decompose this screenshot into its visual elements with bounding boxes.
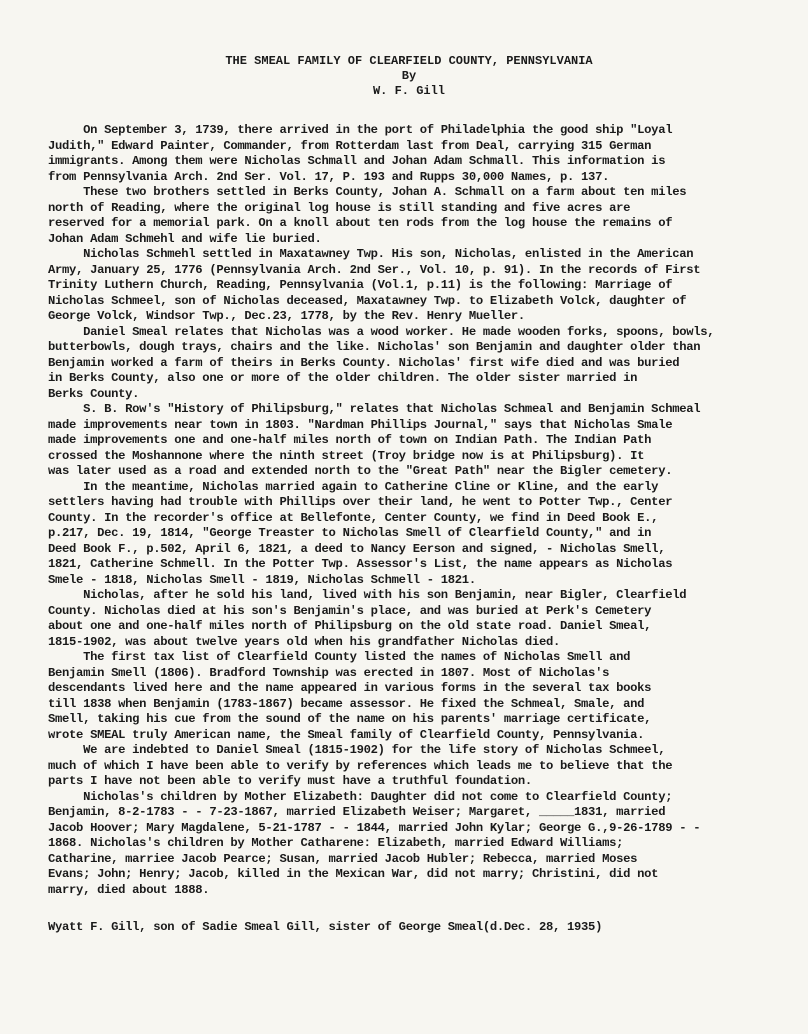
text-line: We are indebted to Daniel Smeal (1815-1902) for the life story of Nicholas Schmeel,: [48, 743, 666, 757]
text-line: S. B. Row's "History of Philipsburg," relates that Nicholas Schmeal and Benjamin Schmeal: [48, 402, 701, 416]
title-block: [18, 54, 800, 99]
text-line: p.217, Dec. 19, 1814, "George Treaster to Nicholas Smell of Clearfield County," and in: [48, 526, 652, 540]
text-line: descendants lived here and the name appeared in various forms in the several tax books: [48, 681, 652, 695]
text-line: Nicholas Schmehl settled in Maxatawney Twp. His son, Nicholas, enlisted in the American: [48, 247, 694, 261]
text-line: north of Reading, where the original log house is still standing and five acres are: [48, 200, 631, 215]
text-line: Benjamin worked a farm of theirs in Berks County. Nicholas' first wife died and was buried: [48, 355, 680, 370]
text-line: Benjamin, 8-2-1783 - - 7-23-1867, married Elizabeth Weiser; Margaret, _____1831, married: [48, 805, 666, 819]
document-footer: Wyatt F. Gill, son of Sadie Smeal Gill, sister of George Smeal(d.Dec. 28, 1935): [48, 920, 603, 934]
text-line: marry, died about 1888.: [48, 882, 210, 897]
text-line: in Berks County, also one or more of the older children. The older sister married in: [48, 371, 638, 385]
text-line: about one and one-half miles north of Philipsburg on the old state road. Daniel Smeal,: [48, 619, 652, 633]
text-line: George Volck, Windsor Twp., Dec.23, 1778, by the Rev. Henry Mueller.: [48, 309, 525, 323]
text-line: till 1838 when Benjamin (1783-1867) became assessor. He fixed the Schmeal, Smale, and: [48, 696, 645, 711]
text-line: Johan Adam Schmehl and wife lie buried.: [48, 231, 322, 246]
text-line: Judith," Edward Painter, Commander, from Rotterdam last from Deal, carrying 315 German: [48, 138, 652, 153]
text-line: parts I have not been able to verify must have a truthful foundation.: [48, 774, 532, 788]
text-line: 1821, Catherine Schmell. In the Potter Twp. Assessor's List, the name appears as Nicholas: [48, 557, 673, 571]
text-line: immigrants. Among them were Nicholas Schmall and Johan Adam Schmall. This information is: [48, 154, 666, 168]
text-line: made improvements near town in 1803. "Nardman Phillips Journal," says that Nicholas Smale: [48, 417, 673, 432]
text-line: Jacob Hoover; Mary Magdalene, 5-21-1787 - - 1844, married John Kylar; George G.,9-26-1789 - -: [48, 820, 701, 835]
author-by: By: [401, 69, 417, 83]
text-line: Evans; John; Henry; Jacob, killed in the Mexican War, did not marry; Christini, did not: [48, 867, 659, 881]
text-line: Berks County.: [48, 386, 140, 401]
text-line: butterbowls, dough trays, chairs and the like. Nicholas' son Benjamin and daughter older than: [48, 340, 701, 354]
text-line: Nicholas, after he sold his land, lived with his son Benjamin, near Bigler, Clearfield: [48, 588, 687, 602]
text-line: Benjamin Smell (1806). Bradford Township was erected in 1807. Most of Nicholas's: [48, 665, 610, 680]
text-line: Army, January 25, 1776 (Pennsylvania Arch. 2nd Ser., Vol. 10, p. 91). In the records of First: [48, 262, 701, 277]
text-line: Nicholas's children by Mother Elizabeth: Daughter did not come to Clearfield County;: [48, 789, 673, 804]
text-line: In the meantime, Nicholas married again to Catherine Cline or Kline, and the early: [48, 479, 659, 494]
text-line: Deed Book F., p.502, April 6, 1821, a deed to Nancy Eerson and signed, - Nicholas Smell,: [48, 541, 666, 556]
text-line: Catharine, marriee Jacob Pearce; Susan, married Jacob Hubler; Rebecca, married Moses: [48, 851, 638, 866]
text-line: County. In the recorder's office at Bellefonte, Center County, we find in Deed Book E.,: [48, 510, 659, 525]
text-line: made improvements one and one-half miles north of town on Indian Path. The Indian Path: [48, 433, 652, 447]
text-line: from Pennsylvania Arch. 2nd Ser. Vol. 17, P. 193 and Rupps 30,000 Names, p. 137.: [48, 169, 610, 184]
text-line: 1815-1902, was about twelve years old when his grandfather Nicholas died.: [48, 634, 561, 649]
text-line: Trinity Luthern Church, Reading, Pennsylvania (Vol.1, p.11) is the following: Marriage of: [48, 278, 673, 292]
text-line: 1868. Nicholas's children by Mother Catharene: Elizabeth, married Edward Williams;: [48, 836, 624, 850]
text-line: wrote SMEAL truly American name, the Smeal family of Clearfield County, Pennsylvania.: [48, 727, 645, 742]
text-line: was later used as a road and extended north to the "Great Path" near the Bigler cemetery.: [48, 464, 673, 478]
text-line: Daniel Smeal relates that Nicholas was a wood worker. He made wooden forks, spoons, bowls,: [48, 324, 715, 339]
document-title: THE SMEAL FAMILY OF CLEARFIELD COUNTY, PENNSYLVANIA: [225, 54, 593, 68]
text-line: On September 3, 1739, there arrived in the port of Philadelphia the good ship "Loyal: [48, 123, 673, 137]
text-line: Smele - 1818, Nicholas Smell - 1819, Nicholas Schmell - 1821.: [48, 572, 476, 587]
text-line: reserved for a memorial park. On a knoll about ten rods from the log house the remains of: [48, 216, 673, 230]
text-line: These two brothers settled in Berks County, Johan A. Schmall on a farm about ten miles: [48, 185, 687, 199]
text-line: crossed the Moshannone where the ninth street (Troy bridge now is at Philipsburg). It: [48, 448, 645, 463]
author-name: W. F. Gill: [372, 84, 445, 98]
text-line: Smell, taking his cue from the sound of the name on his parents' marriage certificate,: [48, 712, 652, 726]
text-line: settlers having had trouble with Phillips over their land, he went to Potter Twp., Center: [48, 495, 673, 509]
document-body: [48, 123, 800, 898]
text-line: The first tax list of Clearfield County listed the names of Nicholas Smell and: [48, 650, 631, 664]
text-line: Nicholas Schmeel, son of Nicholas deceased, Maxatawney Twp. to Elizabeth Volck, daughter of: [48, 293, 687, 308]
text-line: much of which I have been able to verify by references which leads me to believe that the: [48, 758, 673, 773]
text-line: County. Nicholas died at his son's Benjamin's place, and was buried at Perk's Cemetery: [48, 603, 652, 618]
